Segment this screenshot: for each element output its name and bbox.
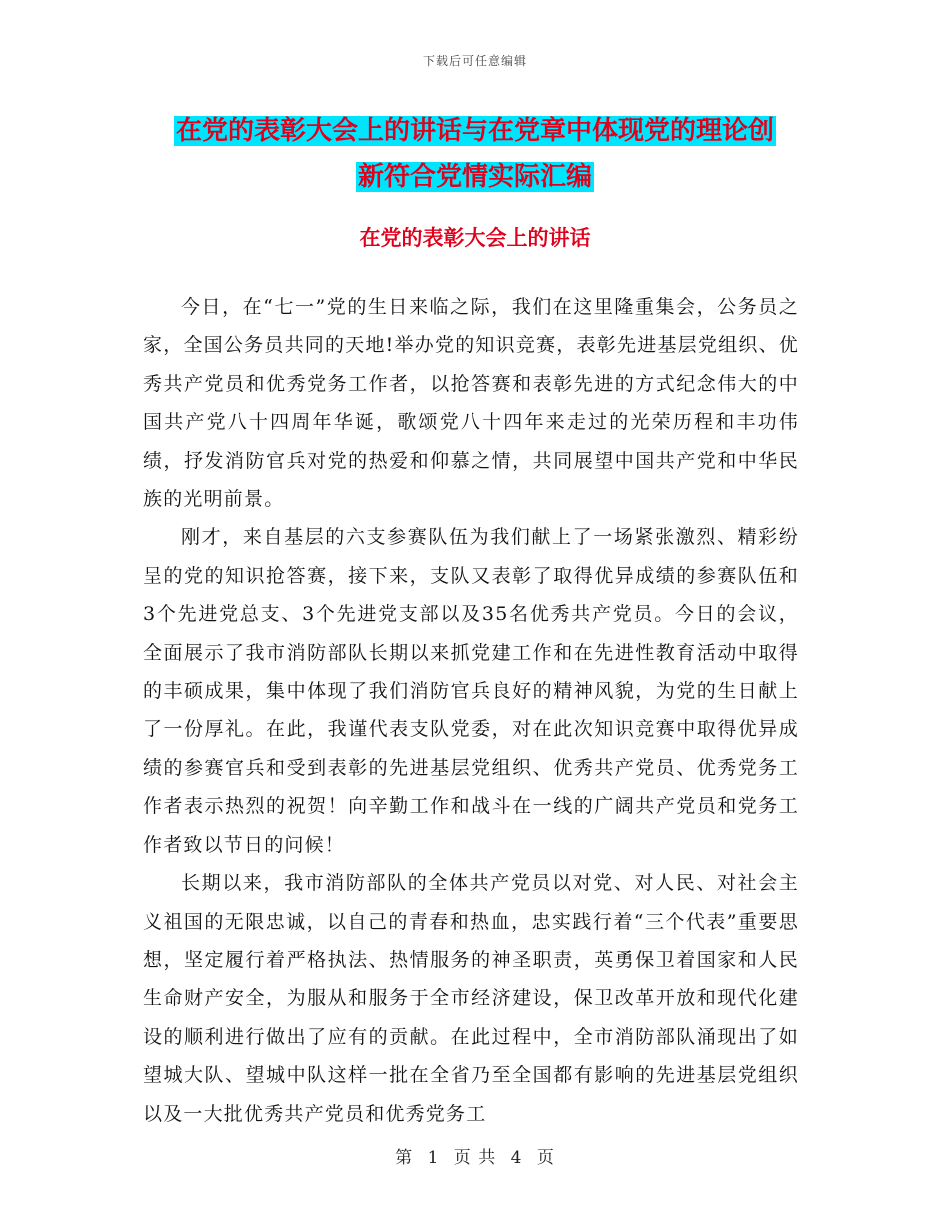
document-title xyxy=(150,108,800,200)
footer-prefix: 第 xyxy=(395,1148,414,1168)
footer-suffix: 页 xyxy=(536,1148,555,1168)
footer-total-pages: 4 xyxy=(510,1148,523,1168)
header-note: 下载后可任意编辑 xyxy=(422,54,527,68)
footer-page-number: 1 xyxy=(427,1148,440,1168)
footer-middle: 页 共 xyxy=(453,1148,497,1168)
paragraph: 长期以来，我市消防部队的全体共产党员以对党、对人民、对社会主义祖国的无限忠诚，以自己的青春和热血，忠实践行着“三个代表”重要思想，坚定履行着严格执法、热情服务的神圣职责，英勇保卫着国家和人民生命财产安全，为服从和服务于全市经济建设，保卫改革开放和现代化建设的顺利进行做出了应有的贡献。在此过程中，全市消防部队涌现出了如望城大队、望城中队这样一批在全省乃至全国都有影响的先进基层党组织以及一大批优秀共产党员和优秀党务工 xyxy=(143,872,799,1125)
section-title: 在党的表彰大会上的讲话 xyxy=(359,225,591,250)
document-title-line-1: 在党的表彰大会上的讲话与在党章中体现党的理论创 xyxy=(175,116,774,146)
document-title-line-2: 新符合党情实际汇编 xyxy=(357,162,592,192)
paragraph: 刚才，来自基层的六支参赛队伍为我们献上了一场紧张激烈、精彩纷呈的党的知识抢答赛，接下来，支队又表彰了取得优异成绩的参赛队伍和3个先进党总支、3个先进党支部以及35名优秀共产党员。今日的会议，全面展示了我市消防部队长期以来抓党建工作和在先进性教育活动中取得的丰硕成果，集中体现了我们消防官兵良好的精神风貌，为党的生日献上了一份厚礼。在此，我谨代表支队党委，对在此次知识竞赛中取得优异成绩的参赛官兵和受到表彰的先进基层党组织、优秀共产党员、优秀党务工作者表示热烈的祝贺！向辛勤工作和战斗在一线的广阔共产党员和党务工作者致以节日的问候！ xyxy=(143,526,799,856)
body-text xyxy=(143,288,799,1133)
page-footer xyxy=(0,1143,950,1168)
paragraph: 今日，在“七一”党的生日来临之际，我们在这里隆重集会，公务员之家，全国公务员共同的天地!举办党的知识竞赛，表彰先进基层党组织、优秀共产党员和优秀党务工作者，以抢答赛和表彰先进的方式纪念伟大的中国共产党八十四周年华诞，歌颂党八十四年来走过的光荣历程和丰功伟绩，抒发消防官兵对党的热爱和仰慕之情，共同展望中国共产党和中华民族的光明前景。 xyxy=(143,296,799,511)
